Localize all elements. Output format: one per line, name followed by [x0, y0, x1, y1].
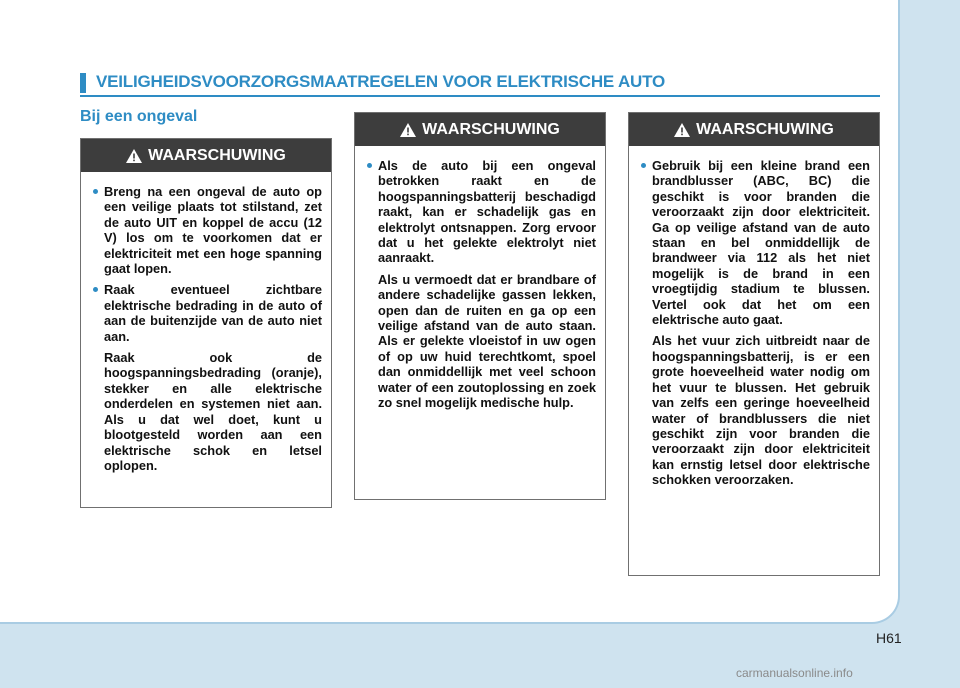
bullet-paragraph: Als de auto bij een ongeval betrokken raakt en de hoogspanningsbatterij beschadigd raakt, kan er schadelijk gas en elektrolyt ontsnappen. Zorg ervoor dat u het gelekte elektrolyt niet aanraakt. [367, 158, 596, 266]
warning-header [629, 113, 879, 146]
paragraph: Raak ook de hoogspanningsbedrading (oranje), stekker en alle elektrische onderdelen en systemen niet aan. Als u dat wel doet, kunt u blootgesteld worden aan een elektrische schok en letsel oplopen. [104, 350, 322, 473]
warning-triangle-icon [400, 123, 416, 137]
warning-text [629, 146, 879, 504]
warning-header [355, 113, 605, 146]
bullet-paragraph: Raak eventueel zichtbare elektrische bedrading in de auto of aan de buitenzijde van de auto niet aan. [93, 282, 322, 344]
warning-box-2 [354, 112, 606, 500]
warning-label: WAARSCHUWING [422, 120, 560, 138]
paragraph: Als u vermoedt dat er brandbare of andere schadelijke gassen lekken, open dan de ruiten en ga op een veilige afstand van de auto staan. Als er gelekte vloeistof in uw ogen of op uw huid terechtkomt, spoel dan onmiddellijk met veel schoon water of een zoutoplossing en zoek zo snel mogelijk medische hulp. [378, 271, 596, 411]
paragraph: Als het vuur zich uitbreidt naar de hoogspanningsbatterij, is er een grote hoeveelheid water nodig om het vuur te blussen. Het gebruik van zelfs een geringe hoeveelheid water of brandblussers die niet geschikt zijn voor branden die veroorzaakt zijn door elektriciteit kan ernstig letsel door elektrische schokken veroorzaken. [652, 333, 870, 488]
section-title: VEILIGHEIDSVOORZORGSMAATREGELEN VOOR ELEKTRISCHE AUTO [96, 72, 666, 91]
watermark: carmanualsonline.info [736, 666, 853, 680]
warning-text [355, 146, 605, 427]
bullet-paragraph: Gebruik bij een kleine brand een brandblusser (ABC, BC) die geschikt is voor branden die veroorzaakt zijn door elektriciteit. Ga op veilige afstand van de auto staan en bel onmiddellijk de brandweer via 112 als het niet mogelijk is de brand in een vroegtijdig stadium te blussen. Vertel ook dat het om een elektrische auto gaat. [641, 158, 870, 327]
warning-text [81, 172, 331, 489]
section-header-bar [80, 73, 86, 93]
warning-box-3 [628, 112, 880, 576]
warning-triangle-icon [674, 123, 690, 137]
section-header [80, 71, 880, 97]
warning-header [81, 139, 331, 172]
warning-label: WAARSCHUWING [696, 120, 834, 138]
bullet-paragraph: Breng na een ongeval de auto op een veilige plaats tot stilstand, zet de auto UIT en koppel de accu (12 V) los om te voorkomen dat er elektriciteit met een hoge spanning gaat lopen. [93, 184, 322, 276]
warning-triangle-icon [126, 149, 142, 163]
page-number: H61 [876, 630, 902, 646]
warning-box-1 [80, 138, 332, 508]
section-subtitle: Bij een ongeval [80, 108, 198, 125]
warning-label: WAARSCHUWING [148, 146, 286, 164]
